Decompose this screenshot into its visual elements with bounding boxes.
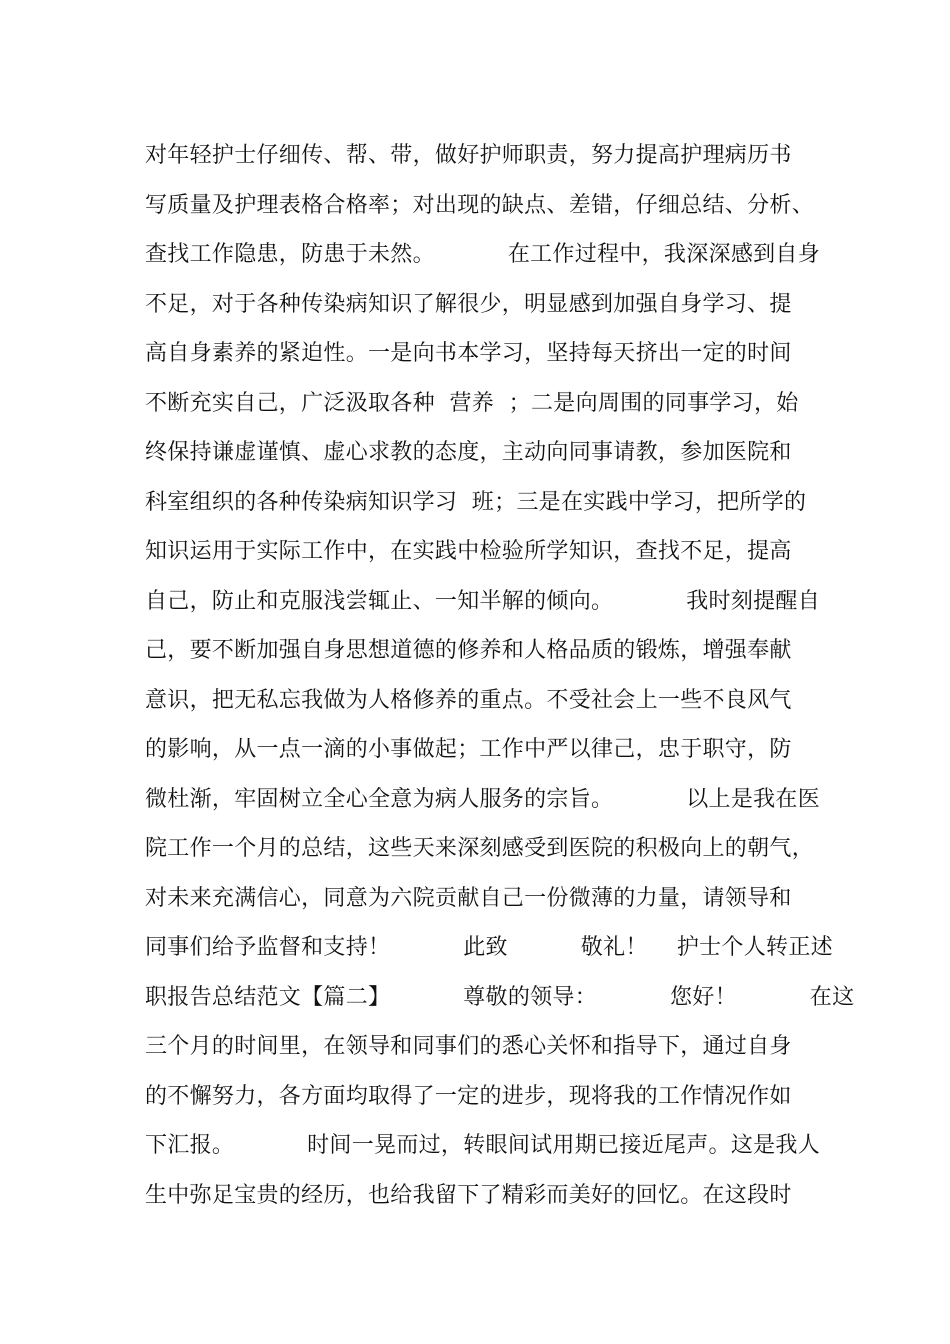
text-line: 科室组织的各种传染病知识学习 班；三是在实践中学习，把所学的 (145, 489, 807, 515)
text-line: 微杜渐，牢固树立全心全意为病人服务的宗旨。 以上是我在医 (145, 786, 821, 812)
text-line: 生中弥足宝贵的经历，也给我留下了精彩而美好的回忆。在这段时 (145, 1182, 792, 1208)
text-line: 下汇报。 时间一晃而过，转眼间试用期已接近尾声。这是我人 (145, 1133, 821, 1158)
text-line: 自己，防止和克服浅尝辄止、一知半解的倾向。 我时刻提醒自 (145, 588, 821, 614)
text-line: 的不懈努力，各方面均取得了一定的进步，现将我的工作情况作如 (145, 1083, 792, 1109)
text-line: 终保持谦虚谨慎、虚心求教的态度，主动向同事请教，参加医院和 (145, 440, 792, 465)
text-line: 意识，把无私忘我做为人格修养的重点。不受社会上一些不良风气 (145, 687, 792, 713)
body-text (145, 131, 855, 1220)
text-line: 不断充实自己，广泛汲取各种 营养 ；二是向周围的同事学习，始 (145, 390, 799, 416)
text-line: 高自身素养的紧迫性。一是向书本学习，坚持每天挤出一定的时间 (145, 341, 792, 366)
text-line: 职报告总结范文【篇二】 尊敬的领导： 您好！ 在这 (145, 984, 855, 1010)
text-line: 写质量及护理表格合格率；对出现的缺点、差错，仔细总结、分析、 (145, 192, 815, 218)
text-line: 不足，对于各种传染病知识了解很少，明显感到加强自身学习、提 (145, 291, 792, 317)
text-line: 的影响，从一点一滴的小事做起；工作中严以律己，忠于职守，防 (145, 737, 792, 762)
text-line: 知识运用于实际工作中，在实践中检验所学知识，查找不足，提高 (145, 539, 792, 564)
text-line: 同事们给予监督和支持！ 此致 敬礼！ 护士个人转正述 (145, 935, 833, 960)
text-line: 查找工作隐患，防患于未然。 在工作过程中，我深深感到自身 (145, 242, 821, 267)
text-line: 对未来充满信心，同意为六院贡献自己一份微薄的力量，请领导和 (145, 885, 792, 911)
text-line: 己，要不断加强自身思想道德的修养和人格品质的锻炼，增强奉献 (145, 638, 792, 663)
text-line: 院工作一个月的总结，这些天来深刻感受到医院的积极向上的朝气， (145, 836, 815, 861)
text-line: 对年轻护士仔细传、帮、带，做好护师职责，努力提高护理病历书 (145, 143, 792, 168)
text-line: 三个月的时间里，在领导和同事们的悉心关怀和指导下，通过自身 (145, 1034, 792, 1059)
